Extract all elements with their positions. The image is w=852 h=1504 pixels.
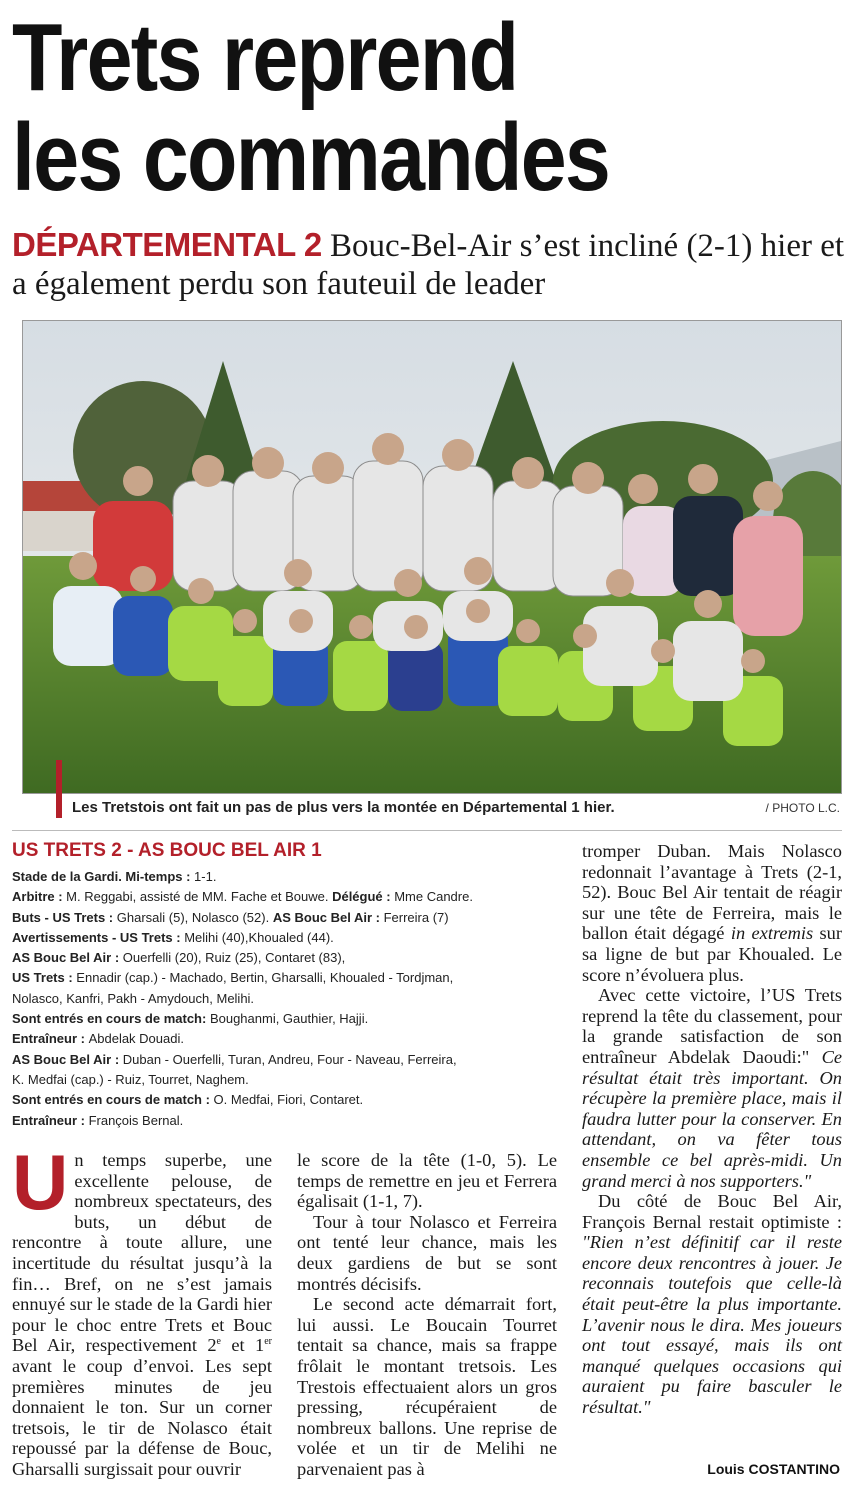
factbox-value: M. Reggabi, assisté de MM. Fache et Bouwe.	[66, 889, 333, 905]
factbox-value: O. Medfai, Fiori, Contaret.	[213, 1092, 364, 1108]
factbox-value: Gharsali (5), Nolasco (52).	[116, 909, 273, 925]
factbox-value: Ennadir (cap.) - Machado, Bertin, Gharsalli, Khoualed - Tordjman,	[76, 970, 454, 986]
factbox-label: Buts - US Trets :	[12, 909, 117, 925]
factbox-label: US Trets :	[12, 970, 77, 986]
factbox-line	[12, 989, 572, 1009]
caption-accent-bar	[56, 760, 62, 818]
factbox-value: Duban - Ouerfelli, Turan, Andreu, Four - Naveau, Ferreira,	[122, 1051, 457, 1067]
ordinal-suffix: er	[264, 1336, 273, 1348]
factbox-label: Sont entrés en cours de match:	[12, 1011, 210, 1027]
factbox-label: AS Bouc Bel Air :	[12, 950, 123, 966]
factbox-label: Entraîneur :	[12, 1031, 89, 1047]
factbox-line	[12, 1111, 572, 1131]
factbox-label: Délégué :	[332, 889, 395, 905]
section-divider	[12, 830, 842, 831]
article-text: tromper Duban. Mais Nolasco redonnait l’avantage à Trets (2-1, 52). Bouc Bel Air tentait de réagir sur une tête de Ferreira, mais le ballon était dégagé	[582, 841, 842, 944]
factbox-label: Entraîneur :	[12, 1112, 89, 1128]
factbox-label: AS Bouc Bel Air :	[12, 1051, 123, 1067]
article-paragraph	[582, 841, 842, 985]
subheadline-text: Bouc-Bel-Air s’est incliné (2-1) hier et a également perdu son fauteuil de leader	[12, 228, 845, 302]
factbox-line	[12, 887, 572, 907]
factbox-line	[12, 867, 572, 887]
section-kicker: DÉPARTEMENTAL 2	[12, 226, 322, 263]
team-photo	[22, 320, 842, 794]
factbox-label: Arbitre :	[12, 889, 67, 905]
coach-quote: "Rien n’est définitif car il reste encore deux rencontres à jouer. Je reconnais toutefois que celle-là était peut-être la plus importante. L’avenir nous le dira. Mes joueurs ont tout essayé, mais ils ont manqué quelques occasions qui auraient pu faire basculer le résultat."	[582, 1232, 842, 1418]
factbox-label: Avertissements - US Trets :	[12, 929, 185, 945]
factbox-value: Ferreira (7)	[383, 909, 449, 925]
article-paragraph	[12, 1138, 273, 1480]
factbox-line	[12, 908, 572, 928]
factbox-line	[12, 1029, 572, 1049]
headline-line-2: les commandes	[12, 104, 610, 211]
article-text: et 1	[221, 1335, 265, 1356]
article-text: Du côté de Bouc Bel Air, François Bernal restait optimiste :	[582, 1191, 842, 1232]
coach-quote: Ce résultat était très important. On récupère la première place, mais il faudra lutter pour la conserver. En attendant, on va fêter tous ensemble ce bel après-midi. Un grand merci à nos supporters."	[582, 1046, 843, 1191]
team-photo-illustration	[23, 321, 841, 793]
article-paragraph	[582, 1191, 842, 1418]
factbox-line	[12, 1009, 572, 1029]
match-score-title: US TRETS 2 - AS BOUC BEL AIR 1	[12, 840, 322, 861]
factbox-value: Mme Candre.	[394, 889, 473, 905]
article-text: n temps superbe, une excellente pelouse, de nombreux spectateurs, des buts, un début de rencontre à toute allure, une incertitude du résultat jusqu’à la fin… Bref, on ne s’est jamais ennuyé sur le stade de la Gardi hier pour le choc entre Trets et Bouc Bel Air, respectivement 2	[12, 1150, 272, 1356]
photo-caption: Les Tretstois ont fait un pas de plus vers la montée en Départemental 1 hier.	[72, 799, 615, 816]
article-paragraph: Tour à tour Nolasco et Ferreira ont tenté leur chance, mais les deux gardiens de but se sont montrés décisifs.	[297, 1211, 557, 1294]
factbox-label: Stade de la Gardi. Mi-temps :	[12, 869, 195, 884]
factbox-line	[12, 948, 572, 968]
drop-cap: U	[12, 1138, 69, 1226]
article-text: avant le coup d’envoi. Les sept premières minutes de jeu donnaient le ton. Sur un corner tretsois, le tir de Nolasco était repoussé par la défense de Bouc, Gharsalli surgissait pour ouvrir	[12, 1355, 272, 1479]
factbox-line	[12, 1050, 572, 1070]
factbox-value: 1-1.	[194, 869, 217, 884]
article-text: Avec cette victoire, l’US Trets reprend la tête du classement, pour la grande satisfaction de son entraîneur Abdelak Daoudi:"	[582, 985, 842, 1067]
article-paragraph: Le second acte démarrait fort, lui aussi. Le Boucain Tourret tentait sa chance, mais sa frappe frôlait le montant tretsois. Les Trestois effectuaient alors un gros pressing, récupéraient de nombreux ballons. Une reprise de volée et un tir de Melihi ne parvenaient pas à	[297, 1294, 557, 1479]
headline-line-1: Trets reprend	[12, 4, 518, 111]
factbox-label: AS Bouc Bel Air :	[272, 909, 384, 925]
article-author: Louis COSTANTINO	[707, 1461, 840, 1477]
article-text: sur sa ligne de but par Khoualed. Le score n’évoluera plus.	[582, 923, 842, 985]
factbox-line	[12, 1090, 572, 1110]
factbox-value: Nolasco, Kanfri, Pakh - Amydouch, Melihi.	[12, 990, 255, 1006]
article-italic: in extremis	[730, 923, 814, 944]
subheadline	[12, 226, 846, 303]
article-column-3	[582, 841, 842, 1418]
ordinal-suffix: e	[216, 1336, 221, 1348]
factbox-value: Abdelak Douadi.	[88, 1031, 184, 1047]
photo-credit: / PHOTO L.C.	[765, 801, 840, 815]
headline	[12, 4, 726, 211]
match-details	[12, 867, 572, 1131]
factbox-line	[12, 968, 572, 988]
article-column-2	[297, 1150, 557, 1480]
factbox-value: François Bernal.	[88, 1112, 184, 1128]
factbox-label: Sont entrés en cours de match :	[12, 1092, 214, 1108]
article-paragraph: le score de la tête (1-0, 5). Le temps de remettre en jeu et Ferrera égalisait (1-1, 7).	[297, 1150, 557, 1212]
factbox-line	[12, 1070, 572, 1090]
factbox-value: Ouerfelli (20), Ruiz (25), Contaret (83),	[122, 950, 346, 966]
factbox-line	[12, 928, 572, 948]
factbox-value: Melihi (40),Khoualed (44).	[184, 929, 334, 945]
article-column-1	[12, 1138, 273, 1480]
factbox-value: K. Medfai (cap.) - Ruiz, Tourret, Naghem.	[12, 1071, 249, 1087]
factbox-value: Boughanmi, Gauthier, Hajji.	[209, 1011, 369, 1027]
article-paragraph	[582, 985, 842, 1191]
match-factbox	[12, 838, 572, 1131]
